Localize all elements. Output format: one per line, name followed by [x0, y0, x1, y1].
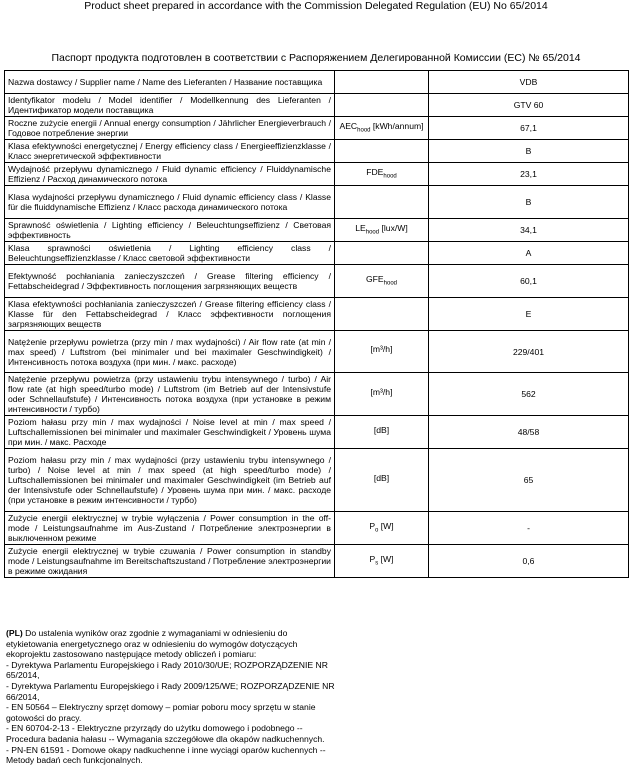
spec-row [5, 416, 629, 449]
spec-unit-suffix: [W] [378, 520, 394, 531]
spec-unit [335, 373, 429, 416]
spec-row [5, 71, 629, 94]
spec-value: 0,6 [429, 545, 629, 578]
spec-row [5, 117, 629, 140]
notes-item: - Dyrektywa Parlamentu Europejskiego i Rady 2009/125/WE; ROZPORZĄDZENIE NR 66/2014, [6, 680, 335, 702]
spec-description: Natężenie przepływu powietrza (przy min / max wydajności) / Air flow rate (at min / max speed) / Luftstrom (bei minimaler und bei maximaler Geschwindigkeit) / Интенсивность потока воздуха (при мин. / макс. расходе) [5, 331, 335, 373]
spec-unit-suffix: [W] [378, 553, 394, 564]
spec-value: 229/401 [429, 331, 629, 373]
notes-item: - PN-EN 61591 - Domowe okapy nadkuchenne i inne wyciągi oparów kuchennych -- Metody badań cech funkcjonalnych. [6, 744, 326, 766]
spec-value: B [429, 186, 629, 219]
product-sheet-table [4, 70, 629, 578]
spec-unit-symbol: AEC [339, 120, 358, 131]
spec-value: 562 [429, 373, 629, 416]
spec-value: E [429, 298, 629, 331]
notes-item: - Dyrektywa Parlamentu Europejskiego i Rady 2010/30/UE; ROZPORZĄDZENIE NR 65/2014, [6, 659, 328, 681]
notes-item: - EN 60704-2-13 - Elektryczne przyrządy do użytku domowego i podobnego -- Procedura badania hałasu -- Wymagania szczegółowe dla okapów nadkuchennych. [6, 723, 325, 744]
spec-description: Poziom hałasu przy min / max wydajności / Noise level at min / max speed / Luftschallemissionen bei minimaler und maximaler Geschwindigkeit / Уровень шума при мин. / макс. Расходе [5, 416, 335, 449]
spec-unit-subscript: s [375, 560, 379, 567]
spec-unit-subscript: hood [357, 127, 371, 134]
spec-value: A [429, 242, 629, 265]
spec-description: Poziom hałasu przy min / max wydajności (przy ustawieniu trybu intensywnego / turbo) / Noise level at min / max speed (at high speed/turbo mode) / Luftschallemissionen bei minimaler und maximaler Geschwindigkeit (im Betrieb auf der Intensivstufe oder Schnellaufstufe) / Уровень шума при мин. / макс. расходе (при установке в режим интенсивности / турбо) [5, 449, 335, 512]
spec-row [5, 219, 629, 242]
spec-row [5, 242, 629, 265]
spec-unit-symbol: FDE [366, 166, 384, 177]
notes-lang-label: (PL) [6, 628, 23, 638]
spec-unit [335, 94, 429, 117]
spec-value: B [429, 140, 629, 163]
spec-unit-subscript: hood [383, 173, 397, 180]
notes-item: - EN 50564 – Elektryczny sprzęt domowy – pomiar poboru mocy sprzętu w stanie gotowości do pracy. [6, 702, 316, 723]
spec-unit-subscript: hood [365, 229, 380, 236]
spec-value: 23,1 [429, 163, 629, 186]
spec-description: Zużycie energii elektrycznej w trybie wyłączenia / Power consumption in the off-mode / Leistungsaufnahme im Aus-Zustand / Потребление электроэнергии в выключенном режиме [5, 512, 335, 545]
spec-unit [335, 163, 429, 186]
spec-unit-subscript: o [375, 527, 379, 534]
spec-unit-symbol: GFE [365, 273, 384, 284]
spec-description: Sprawność oświetlenia / Lighting efficiency / Beleuchtungseffizienz / Световая эффективность [5, 219, 335, 242]
spec-description: Wydajność przepływu dynamicznego / Fluid dynamic efficiency / Fluiddynamische Effizienz / Расход динамического потока [5, 163, 335, 186]
spec-unit [335, 545, 429, 578]
spec-unit [335, 242, 429, 265]
spec-description: Nazwa dostawcy / Supplier name / Name des Lieferanten / Название поставщика [5, 71, 335, 94]
spec-row [5, 140, 629, 163]
spec-unit [335, 265, 429, 298]
spec-description: Efektywność pochłaniania zanieczyszczeń / Grease filtering efficiency / Fettabscheidegrad / Эффективность поглощения загрязняющих веществ [5, 265, 335, 298]
spec-row [5, 449, 629, 512]
spec-unit [335, 449, 429, 512]
measurement-notes [6, 628, 336, 766]
spec-value: 67,1 [429, 117, 629, 140]
spec-unit-suffix: [lux/W] [379, 222, 408, 233]
spec-row [5, 186, 629, 219]
spec-description: Klasa wydajności przepływu dynamicznego / Fluid dynamic efficiency class / Klasse für die fluiddynamische Effizienz / Класс расхода динамического потока [5, 186, 335, 219]
spec-value: 48/58 [429, 416, 629, 449]
notes-intro-text: Do ustalenia wyników oraz zgodnie z wymaganiami w odniesieniu do etykietowania energetycznego oraz w odniesieniu do wymogów dotyczących ekoprojektu zastosowano następujące metody obliczeń i pomiaru: [6, 628, 298, 660]
spec-unit-suffix: [kWh/annum] [370, 120, 424, 131]
spec-value: 60,1 [429, 265, 629, 298]
spec-value: VDB [429, 71, 629, 94]
spec-value: - [429, 512, 629, 545]
spec-unit-symbol: [dB] [373, 424, 390, 435]
spec-unit [335, 117, 429, 140]
spec-unit-symbol: P [369, 553, 376, 564]
spec-unit [335, 71, 429, 94]
spec-description: Klasa efektywności energetycznej / Energy efficiency class / Energieeffizienzklasse / Класс энергетической эффективности [5, 140, 335, 163]
spec-row [5, 512, 629, 545]
spec-row [5, 373, 629, 416]
spec-row [5, 298, 629, 331]
spec-unit [335, 219, 429, 242]
spec-value: 65 [429, 449, 629, 512]
spec-row [5, 331, 629, 373]
spec-row [5, 94, 629, 117]
spec-unit [335, 298, 429, 331]
spec-value: GTV 60 [429, 94, 629, 117]
spec-unit [335, 331, 429, 373]
notes-intro [6, 628, 336, 660]
spec-unit-symbol: LE [355, 222, 366, 233]
spec-description: Natężenie przepływu powietrza (przy ustawieniu trybu intensywnego / turbo) / Air flow rate (at high speed/turbo mode) / Luftstrom (im Betrieb auf der Intensivstufe oder Schnellaufstufe) / Интенсивность потока воздуха (при установке в режим интенсивности / турбо) [5, 373, 335, 416]
spec-description: Identyfikator modelu / Model identifier / Modellkennung des Lieferanten / Идентификатор модели поставщика [5, 94, 335, 117]
spec-row [5, 163, 629, 186]
document-title-en: Product sheet prepared in accordance with the Commission Delegated Regulation (EU) No 65/2014 [84, 0, 548, 12]
spec-description: Roczne zużycie energii / Annual energy consumption / Jährlicher Energieverbrauch / Годовое потребление энергии [5, 117, 335, 140]
spec-unit-symbol: [m³/h] [370, 344, 393, 355]
spec-unit-subscript: hood [383, 280, 398, 287]
spec-description: Zużycie energii elektrycznej w trybie czuwania / Power consumption in standby mode / Leistungsaufnahme im Bereitschaftszustand / Потребление электроэнергии в режиме ожидания [5, 545, 335, 578]
spec-unit [335, 140, 429, 163]
spec-unit-symbol: P [369, 520, 376, 531]
spec-unit [335, 186, 429, 219]
spec-description: Klasa efektywności pochłaniania zanieczyszczeń / Grease filtering efficiency class / Klasse für den Fettabscheidegrad / Класс эффективности поглощения загрязняющих веществ [5, 298, 335, 331]
spec-unit-symbol: [dB] [373, 472, 390, 483]
document-title-ru: Паспорт продукта подготовлен в соответствии с Распоряжением Делегированной Комиссии (ЕС) № 65/2014 [51, 52, 581, 64]
spec-row [5, 265, 629, 298]
spec-unit [335, 512, 429, 545]
spec-description: Klasa sprawności oświetlenia / Lighting efficiency class / Beleuchtungseffizienzklasse / Класс световой эффективности [5, 242, 335, 265]
spec-unit [335, 416, 429, 449]
spec-value: 34,1 [429, 219, 629, 242]
spec-row [5, 545, 629, 578]
spec-unit-symbol: [m³/h] [370, 386, 393, 397]
